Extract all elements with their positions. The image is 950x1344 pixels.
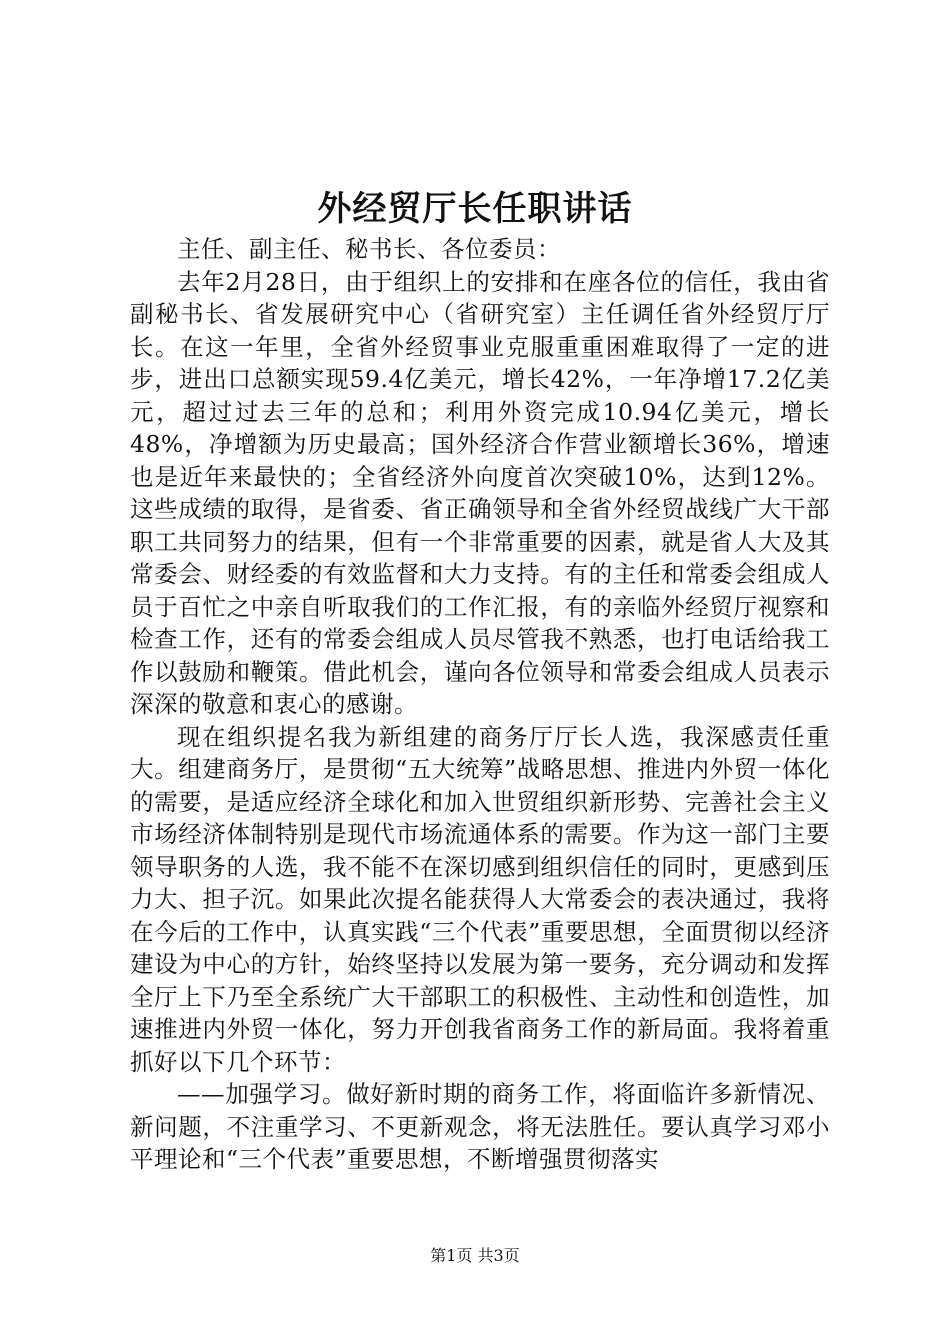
salutation-paragraph: 主任、副主任、秘书长、各位委员： [177, 235, 561, 263]
document-body [130, 233, 830, 1176]
body-paragraph: 现在组织提名我为新组建的商务厅厅长人选，我深感责任重大。组建商务厅，是贯彻“五大统筹”战略思想、推进内外贸一体化的需要，是适应经济全球化和加入世贸组织新形势、完善社会主义市场经济体制特别是现代市场流通体系的需要。作为这一部门主要领导职务的人选，我不能不在深切感到组织信任的同时，更感到压力大、担子沉。如果此次提名能获得人大常委会的表决通过，我将在今后的工作中，认真实践“三个代表”重要思想，全面贯彻以经济建设为中心的方针，始终坚持以发展为第一要务，充分调动和发挥全厅上下乃至全系统广大干部职工的积极性、主动性和创造性，加速推进内外贸一体化，努力开创我省商务工作的新局面。我将着重抓好以下几个环节： [130, 722, 830, 1076]
body-paragraph: 去年2月28日，由于组织上的安排和在座各位的信任，我由省副秘书长、省发展研究中心（省研究室）主任调任省外经贸厅厅长。在这一年里，全省外经贸事业克服重重困难取得了一定的进步，进出口总额实现59.4亿美元，增长42%，一年净增17.2亿美元，超过过去三年的总和；利用外资完成10.94亿美元，增长48%，净增额为历史最高；国外经济合作营业额增长36%，增速也是近年来最快的；全省经济外向度首次突破10%，达到12%。这些成绩的取得，是省委、省正确领导和全省外经贸战线广大干部职工共同努力的结果，但有一个非常重要的因素，就是省人大及其常委会、财经委的有效监督和大力支持。有的主任和常委会组成人员于百忙之中亲自听取我们的工作汇报，有的亲临外经贸厅视察和检查工作，还有的常委会组成人员尽管我不熟悉，也打电话给我工作以鼓励和鞭策。借此机会，谨向各位领导和常委会组成人员表示深深的敬意和衷心的感谢。 [130, 267, 830, 718]
document-title: 外经贸厅长任职讲话 [317, 189, 633, 229]
page-number-footer: 第1页 共3页 [430, 1246, 520, 1265]
body-paragraph: ——加强学习。做好新时期的商务工作，将面临许多新情况、新问题，不注重学习、不更新观念，将无法胜任。要认真学习邓小平理论和“三个代表”重要思想，不断增强贯彻落实 [130, 1080, 830, 1173]
